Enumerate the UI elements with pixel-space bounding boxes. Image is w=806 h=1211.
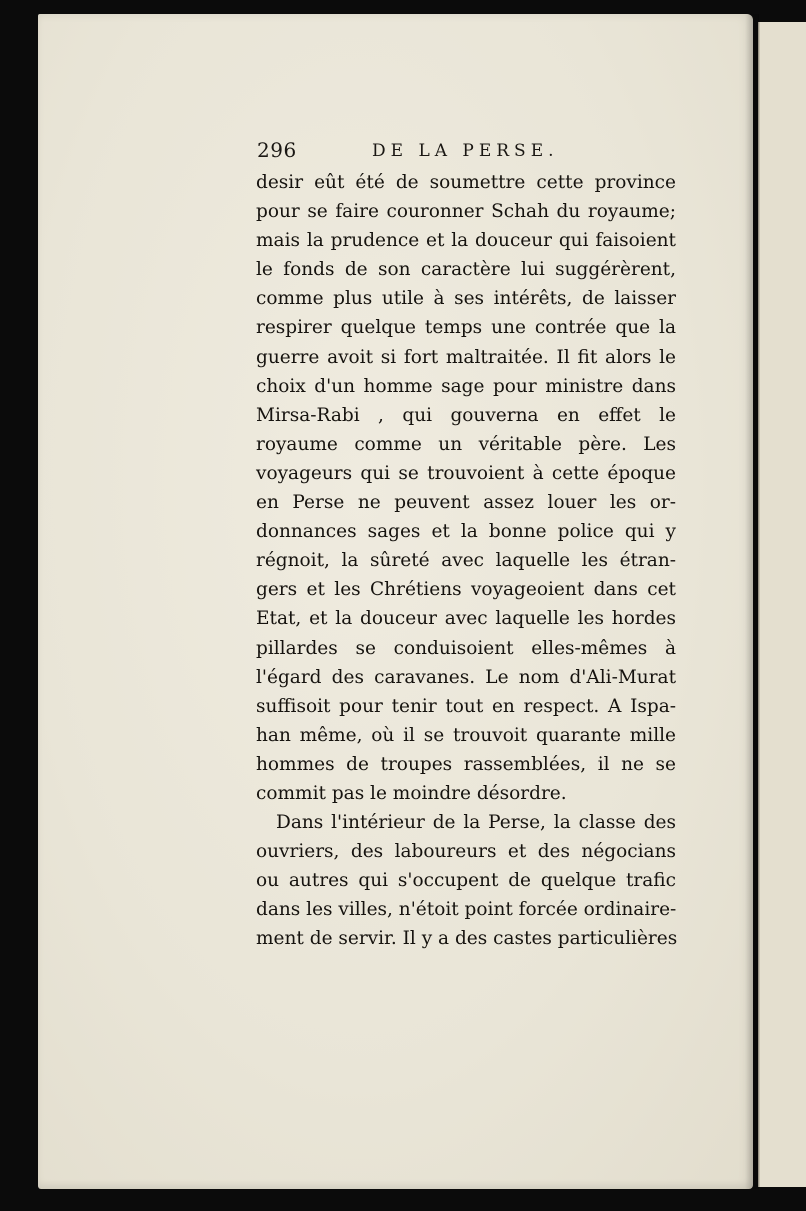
text-line: gers et les Chrétiens voyageoient dans cet [256,579,676,601]
text-line: voyageurs qui se trouvoient à cette époque [256,462,676,484]
text-line: en Perse ne peuvent assez louer les or- [256,492,676,514]
text-line: dans les villes, n'étoit point forcée ordinaire- [256,899,677,921]
text-line: le fonds de son caractère lui suggérèrent, [256,259,676,281]
text-line: guerre avoit si fort maltraitée. Il fit alors le [256,346,676,368]
text-line: mais la prudence et la douceur qui faisoient [256,230,676,252]
text-line: régnoit, la sûreté avec laquelle les étran- [256,550,676,572]
text-line: royaume comme un véritable père. Les [256,433,676,455]
text-line-paragraph-start: Dans l'intérieur de la Perse, la classe des [276,812,676,834]
text-line: suffisoit pour tenir tout en respect. A Ispa- [256,695,676,717]
text-line: hommes de troupes rassemblées, il ne se [256,753,676,775]
text-line: l'égard des caravanes. Le nom d'Ali-Murat [256,666,676,688]
text-line: ou autres qui s'occupent de quelque trafic [256,870,676,892]
text-line: commit pas le moindre désordre. [256,782,567,804]
text-line: Etat, et la douceur avec laquelle les hordes [256,608,676,630]
text-line: ouvriers, des laboureurs et des négocians [256,841,676,863]
text-line: choix d'un homme sage pour ministre dans [256,375,676,397]
text-line: pillardes se conduisoient elles-mêmes à [256,637,676,659]
text-line: donnances sages et la bonne police qui y [256,521,676,543]
text-line: pour se faire couronner Schah du royaume; [256,201,676,223]
page-header [257,138,572,168]
page-number: 296 [257,138,297,162]
text-line: ment de servir. Il y a des castes particulières [256,928,678,950]
body-text [236,168,676,954]
text-line: han même, où il se trouvoit quarante mille [256,724,676,746]
text-line: desir eût été de soumettre cette province [256,172,676,193]
facing-page-edge [758,22,806,1187]
gutter-shadow [745,14,759,1189]
text-line: comme plus utile à ses intérêts, de laisser [256,288,676,310]
text-line: respirer quelque temps une contrée que la [256,317,676,339]
text-line: Mirsa-Rabi , qui gouverna en effet le [256,404,676,426]
running-head: DE LA PERSE. [372,141,559,161]
